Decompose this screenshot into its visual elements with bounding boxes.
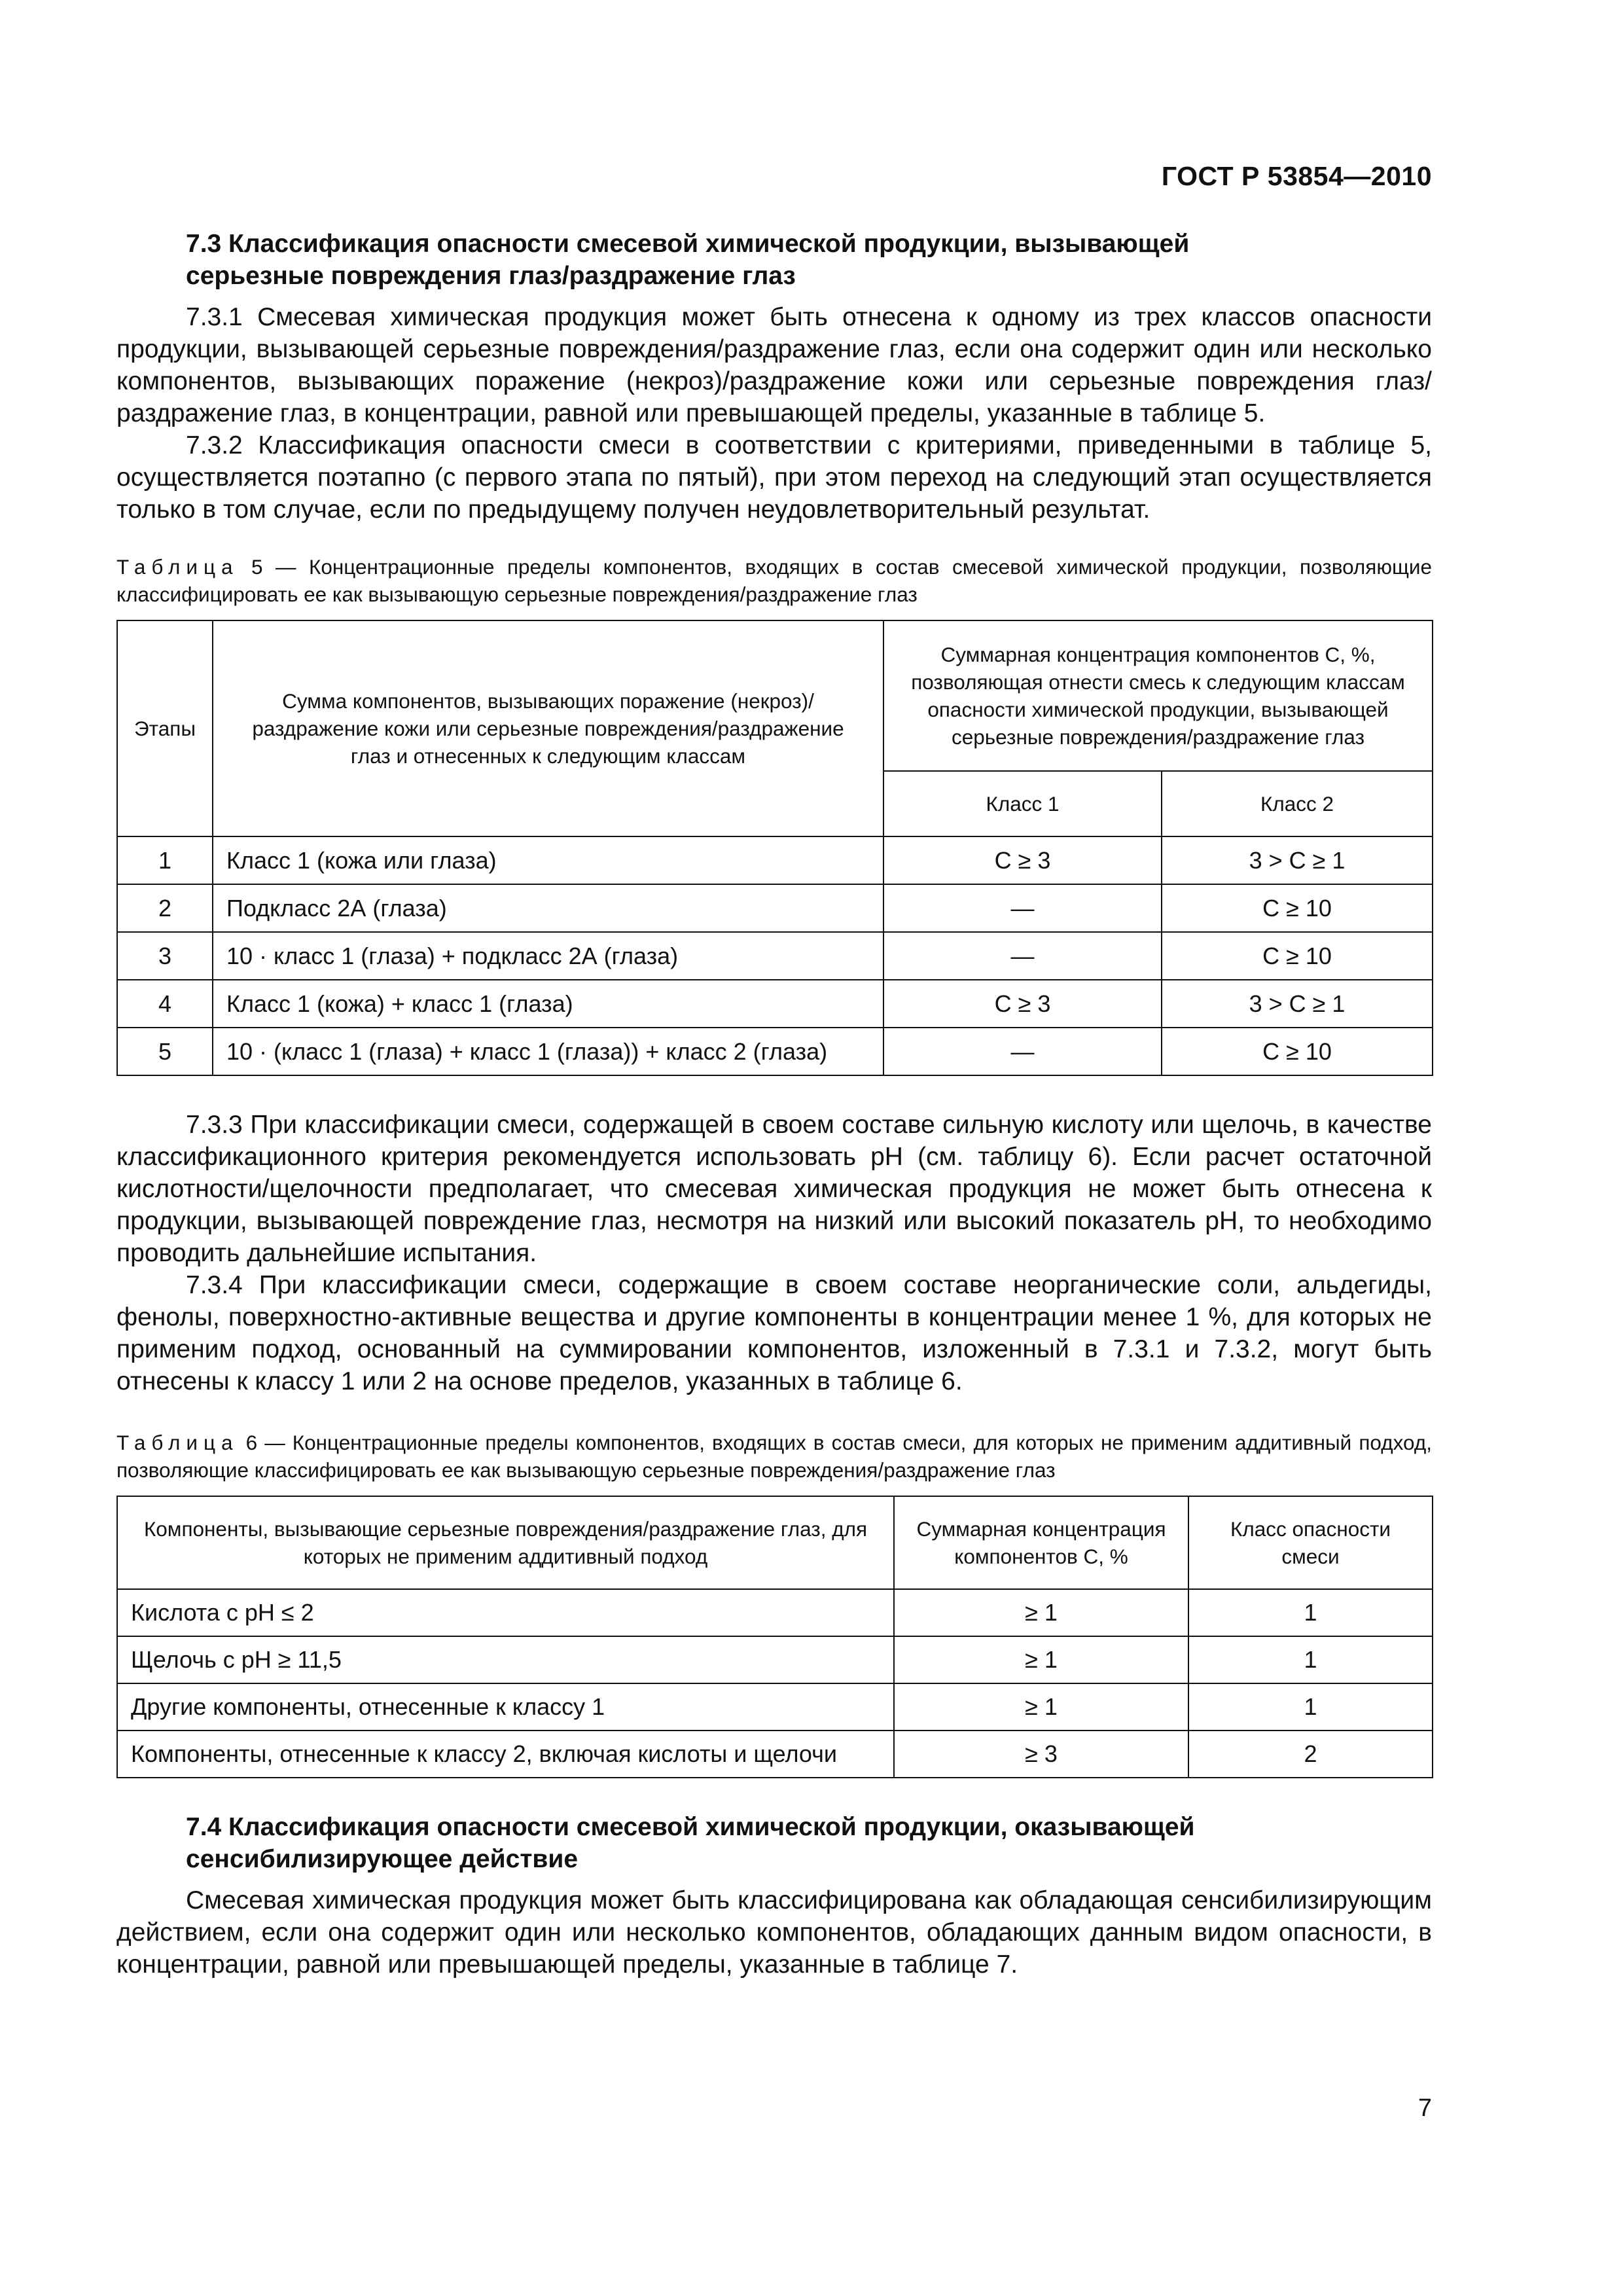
component-cell: Кислота с pH ≤ 2 bbox=[117, 1589, 894, 1636]
caption-text: 6 — Концентрационные пределы компонентов, входящих в состав смеси, для которых не применим аддитивный подход, позволяющие классифицировать ее как вызывающую серьезные повреждения/раздражение глаз bbox=[116, 1431, 1432, 1482]
paragraph-7-4: Смесевая химическая продукция может быть классифицирована как обладающая сенсибилизирующим действием, если она содержит один или несколько компонентов, обладающих данным видом опасности, в концентрации, равной или превышающей пределы, указанные в таблице 7. bbox=[116, 1886, 1432, 1979]
page-number: 7 bbox=[1418, 2094, 1432, 2122]
paragraph-7-3-2: 7.3.2 Классификация опасности смеси в соответствии с критериями, приведенными в таблице 5, осуществляется поэтапно (с первого этапа по пятый), при этом переход на следующий этап осуществляется только в том случае, если по предыдущему получен неудовлетворительный результат. bbox=[116, 431, 1432, 524]
heading-line: 7.3 Классификация опасности смесевой химической продукции, вызывающей bbox=[186, 230, 1190, 258]
caption-text: 5 — Концентрационные пределы компонентов, входящих в состав смесевой химической продукции, позволяющие классифицировать ее как вызывающую серьезные повреждения/раздражение глаз bbox=[116, 555, 1432, 606]
section-7-4-heading bbox=[116, 1811, 1432, 1875]
class-1-cell: C ≥ 3 bbox=[883, 980, 1162, 1028]
component-cell: Щелочь с pH ≥ 11,5 bbox=[117, 1636, 894, 1683]
stage-cell: 4 bbox=[117, 980, 213, 1028]
class-1-cell: C ≥ 3 bbox=[883, 836, 1162, 884]
concentration-cell: ≥ 3 bbox=[894, 1731, 1188, 1778]
table-5-caption bbox=[116, 553, 1432, 608]
table-5-header-class-1: Класс 1 bbox=[883, 771, 1162, 836]
table-6-header-concentration: Суммарная концентрация компонентов С, % bbox=[894, 1496, 1188, 1589]
hazard-class-cell: 1 bbox=[1188, 1636, 1433, 1683]
concentration-cell: ≥ 1 bbox=[894, 1589, 1188, 1636]
stage-cell: 5 bbox=[117, 1028, 213, 1075]
table-row bbox=[117, 1589, 1433, 1636]
paragraph-7-3-3: 7.3.3 При классификации смеси, содержащей в своем составе сильную кислоту или щелочь, в качестве классификационного критерия рекомендуется использовать pH (см. таблицу 6). Если расчет остаточной кислотности/щелочности предполагает, что смесевая химическая продукция не может быть отнесена к продукции, вызывающей повреждение глаз, несмотря на низкий или высокий показатель pH, то необходимо проводить дальнейшие испытания. bbox=[116, 1111, 1432, 1267]
table-6-caption bbox=[116, 1429, 1432, 1484]
page-content bbox=[116, 228, 1432, 1981]
stage-cell: 1 bbox=[117, 836, 213, 884]
table-5-header-concentration: Суммарная концентрация компонентов С, %, позволяющая отнести смесь к следующим классам опасности химической продукции, вызывающей серьезные повреждения/раздражение глаз bbox=[883, 620, 1433, 771]
table-row bbox=[117, 1028, 1433, 1075]
class-1-cell: — bbox=[883, 884, 1162, 932]
sum-cell: 10 · (класс 1 (глаза) + класс 1 (глаза)) + класс 2 (глаза) bbox=[213, 1028, 883, 1075]
sum-cell: Класс 1 (кожа или глаза) bbox=[213, 836, 883, 884]
hazard-class-cell: 2 bbox=[1188, 1731, 1433, 1778]
stage-cell: 2 bbox=[117, 884, 213, 932]
table-row bbox=[117, 884, 1433, 932]
hazard-class-cell: 1 bbox=[1188, 1683, 1433, 1731]
component-cell: Компоненты, отнесенные к классу 2, включая кислоты и щелочи bbox=[117, 1731, 894, 1778]
table-6 bbox=[116, 1496, 1433, 1778]
class-2-cell: C ≥ 10 bbox=[1162, 884, 1433, 932]
class-1-cell: — bbox=[883, 932, 1162, 980]
concentration-cell: ≥ 1 bbox=[894, 1683, 1188, 1731]
hazard-class-cell: 1 bbox=[1188, 1589, 1433, 1636]
heading-line: серьезные повреждения глаз/раздражение глаз bbox=[186, 262, 796, 290]
class-1-cell: — bbox=[883, 1028, 1162, 1075]
table-5 bbox=[116, 620, 1433, 1076]
heading-line: сенсибилизирующее действие bbox=[186, 1845, 579, 1873]
concentration-cell: ≥ 1 bbox=[894, 1636, 1188, 1683]
table-row bbox=[117, 836, 1433, 884]
class-2-cell: 3 > C ≥ 1 bbox=[1162, 836, 1433, 884]
table-5-header-sum: Сумма компонентов, вызывающих поражение (некроз)/раздражение кожи или серьезные повреждения/раздражение глаз и отнесенных к следующим классам bbox=[213, 620, 883, 836]
table-row bbox=[117, 932, 1433, 980]
class-2-cell: 3 > C ≥ 1 bbox=[1162, 980, 1433, 1028]
class-2-cell: C ≥ 10 bbox=[1162, 1028, 1433, 1075]
paragraph-7-3-1: 7.3.1 Смесевая химическая продукция может быть отнесена к одному из трех классов опасности продукции, вызывающей серьезные повреждения/раздражение глаз, если она содержит один или несколько компонентов, вызывающих поражение (некроз)/раздражение кожи или серьезные повреждения глаз/раздражение глаз, в концентрации, равной или превышающей пределы, указанные в таблице 5. bbox=[116, 303, 1432, 427]
class-2-cell: C ≥ 10 bbox=[1162, 932, 1433, 980]
table-row bbox=[117, 1636, 1433, 1683]
table-5-header-class-2: Класс 2 bbox=[1162, 771, 1433, 836]
caption-tag: Таблица bbox=[116, 1431, 239, 1454]
section-7-3-heading bbox=[116, 228, 1432, 292]
table-row bbox=[117, 980, 1433, 1028]
table-row bbox=[117, 1731, 1433, 1778]
sum-cell: Подкласс 2А (глаза) bbox=[213, 884, 883, 932]
document-code: ГОСТ Р 53854—2010 bbox=[1161, 161, 1432, 191]
sum-cell: Класс 1 (кожа) + класс 1 (глаза) bbox=[213, 980, 883, 1028]
stage-cell: 3 bbox=[117, 932, 213, 980]
component-cell: Другие компоненты, отнесенные к классу 1 bbox=[117, 1683, 894, 1731]
heading-line: 7.4 Классификация опасности смесевой химической продукции, оказывающей bbox=[186, 1813, 1195, 1841]
paragraph-7-3-4: 7.3.4 При классификации смеси, содержащие в своем составе неорганические соли, альдегиды, фенолы, поверхностно-активные вещества и другие компоненты в концентрации менее 1 %, для которых не применим подход, основанный на суммировании компонентов, изложенный в 7.3.1 и 7.3.2, могут быть отнесены к классу 1 или 2 на основе пределов, указанных в таблице 6. bbox=[116, 1271, 1432, 1395]
table-6-header-class: Класс опасности смеси bbox=[1188, 1496, 1433, 1589]
table-5-header-stage: Этапы bbox=[117, 620, 213, 836]
table-row bbox=[117, 1683, 1433, 1731]
table-6-header-components: Компоненты, вызывающие серьезные повреждения/раздражение глаз, для которых не применим аддитивный подход bbox=[117, 1496, 894, 1589]
sum-cell: 10 · класс 1 (глаза) + подкласс 2А (глаза) bbox=[213, 932, 883, 980]
caption-tag: Таблица bbox=[116, 555, 239, 579]
